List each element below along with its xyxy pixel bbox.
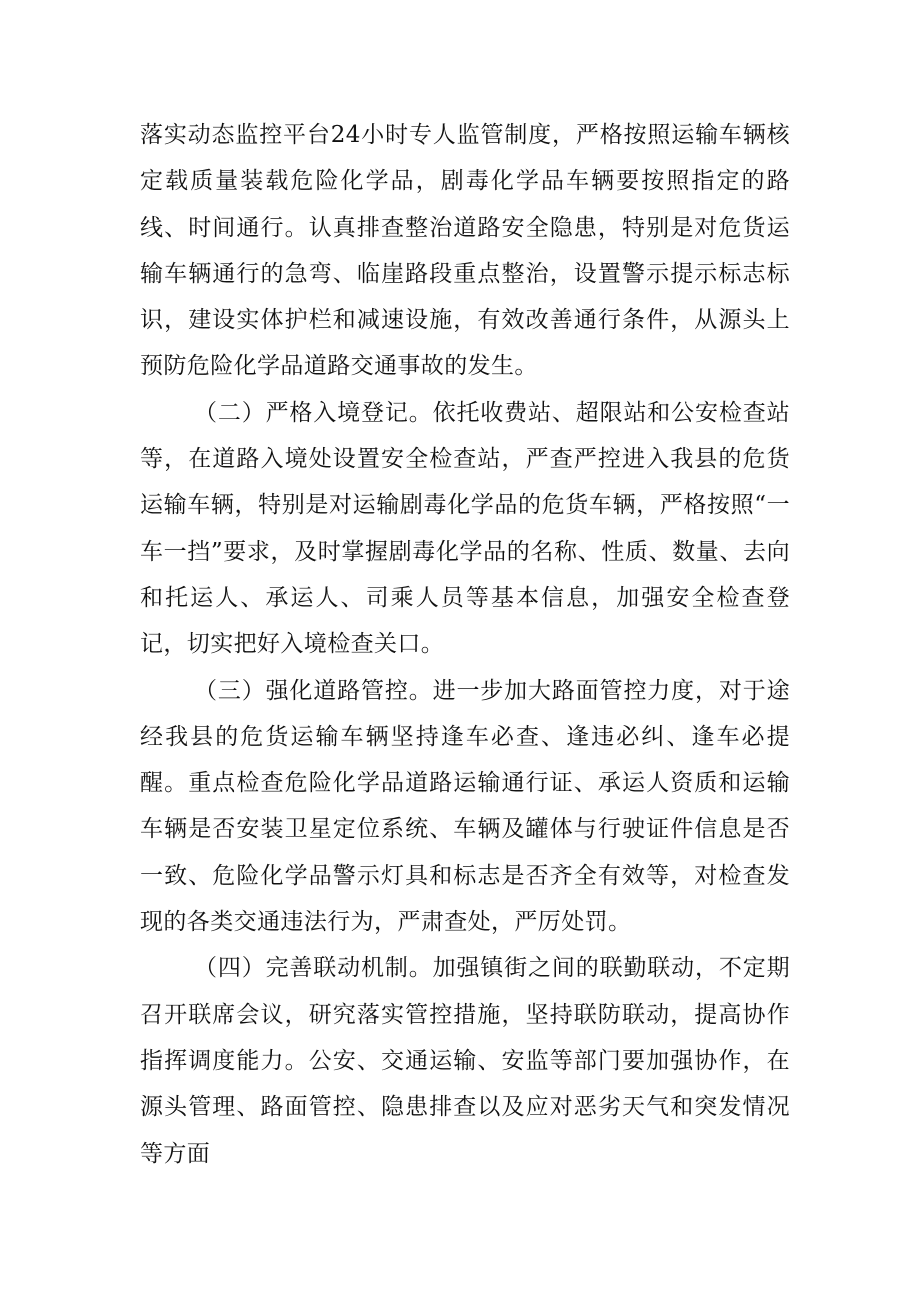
paragraph-section-2: （二）严格入境登记。依托收费站、超限站和公安检查站等，在道路入境处设置安全检查站，严查严控进入我县的危货运输车辆，特别是对运输剧毒化学品的危货车辆，严格按照“一车一挡”要求，及时掌握剧毒化学品的名称、性质、数量、去向和托运人、承运人、司乘人员等基本信息，加强安全检查登记，切实把好入境检查关口。 — [140, 399, 790, 658]
paragraph-section-4: （四）完善联动机制。加强镇街之间的联勤联动，不定期召开联席会议，研究落实管控措施，坚持联防联动，提高协作指挥调度能力。公安、交通运输、安监等部门要加强协作，在源头管理、路面管控、隐患排查以及应对恶劣天气和突发情况等方面 — [140, 955, 790, 1167]
paragraph-section-3: （三）强化道路管控。进一步加大路面管控力度，对于途经我县的危货运输车辆坚持逢车必查、逢违必纠、逢车必提醒。重点检查危险化学品道路运输通行证、承运人资质和运输车辆是否安装卫星定位系统、车辆及罐体与行驶证件信息是否一致、危险化学品警示灯具和标志是否齐全有效等，对检查发现的各类交通违法行为，严肃查处，严厉处罚。 — [140, 677, 790, 936]
paragraph-continuation: 落实动态监控平台24小时专人监管制度，严格按照运输车辆核定载质量装载危险化学品，剧毒化学品车辆要按照指定的路线、时间通行。认真排查整治道路安全隐患，特别是对危货运输车辆通行的急弯、临崖路段重点整治，设置警示提示标志标识，建设实体护栏和减速设施，有效改善通行条件，从源头上预防危险化学品道路交通事故的发生。 — [140, 122, 790, 380]
document-body — [140, 112, 790, 1177]
